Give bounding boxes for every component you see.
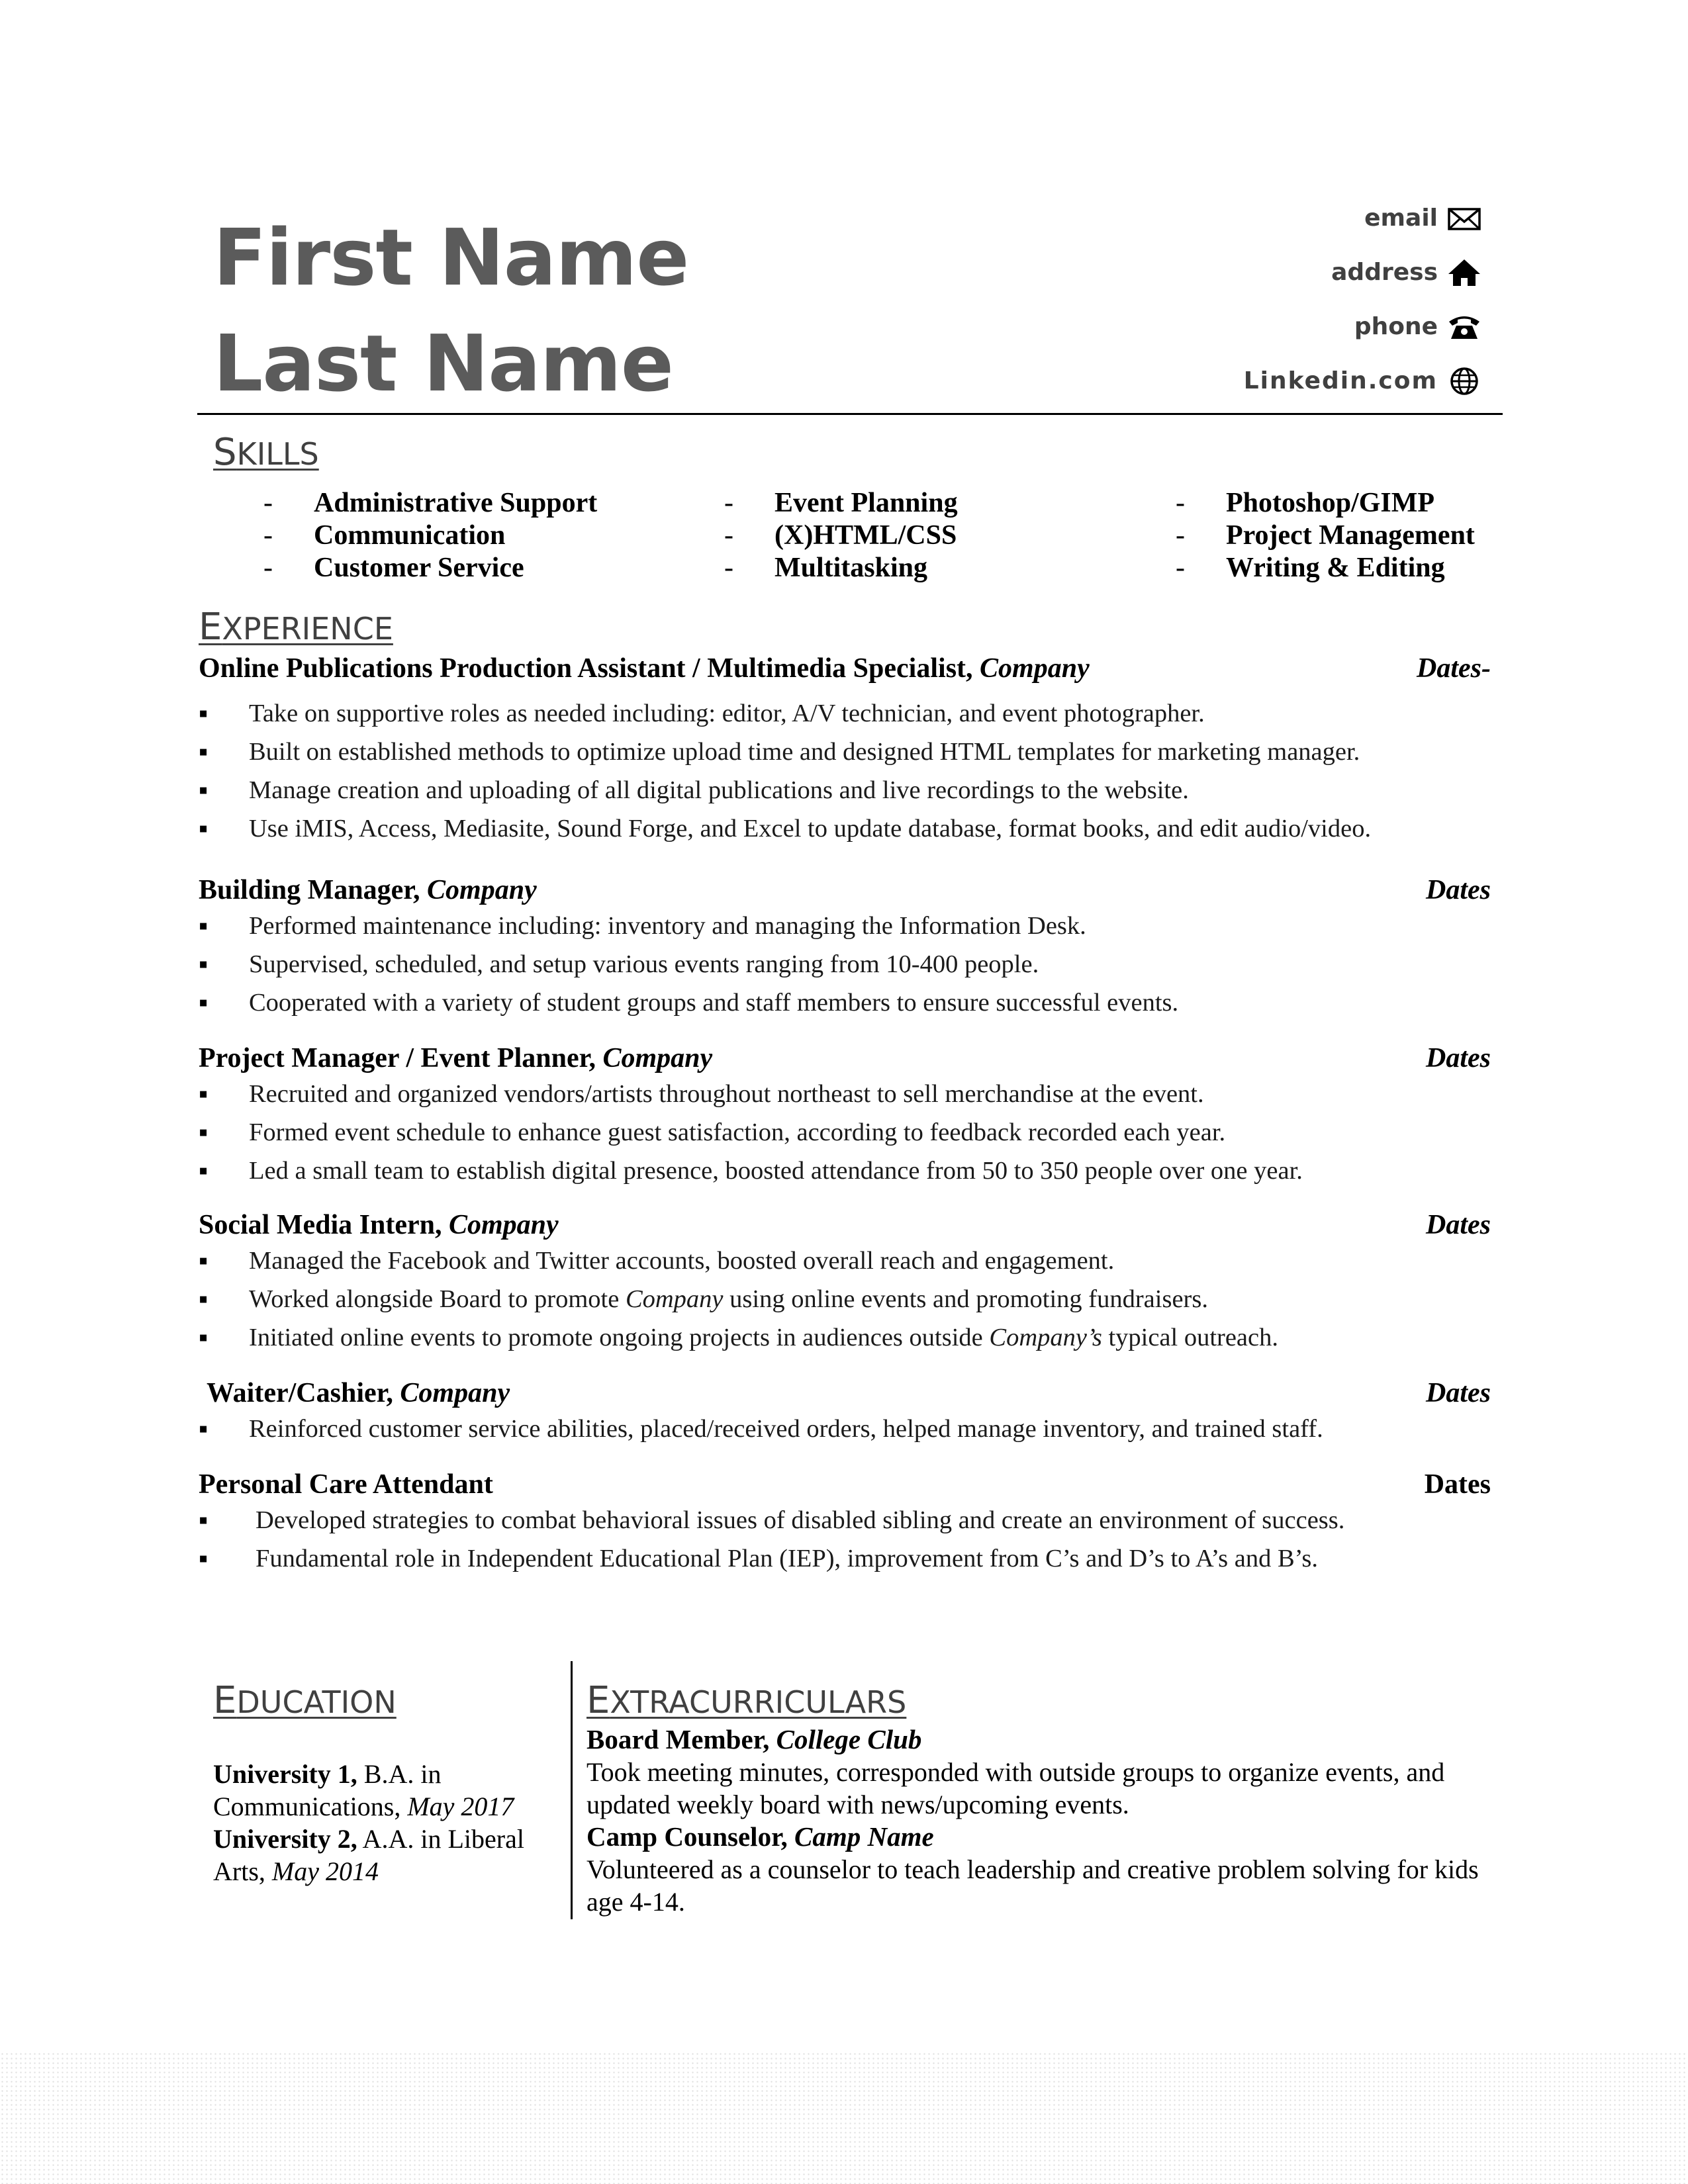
skill-item: - Photoshop/GIMP: [1176, 488, 1435, 518]
job-title: Building Manager,: [199, 875, 420, 905]
job-dates: Dates: [1426, 1378, 1491, 1408]
skill-item: - Multitasking: [724, 553, 928, 583]
job-bullet: ▪ Initiated online events to promote ongoing projects in audiences outside Company’s typical outreach.: [199, 1318, 1496, 1357]
extracurricular-title: Board Member, College Club: [586, 1724, 922, 1754]
envelope-icon: [1447, 204, 1481, 233]
globe-icon: [1447, 367, 1481, 396]
education-entry: University 2, A.A. in Liberal Arts, May 2014: [213, 1824, 524, 1886]
first-name: First Name: [213, 212, 689, 303]
skill-item: - Administrative Support: [263, 488, 598, 518]
job-dates: Dates-: [1417, 653, 1491, 684]
linkedin-label: Linkedin.com: [1243, 367, 1438, 394]
job-title: Project Manager / Event Planner,: [199, 1043, 596, 1073]
contact-email: [1364, 204, 1481, 233]
job-entry: [199, 1468, 1496, 1578]
job-dates: Dates: [1426, 875, 1491, 905]
skill-item: - Event Planning: [724, 488, 958, 518]
job-bullet: ▪ Developed strategies to combat behavioral issues of disabled sibling and create an environment of success.: [199, 1501, 1496, 1539]
job-bullet: ▪ Use iMIS, Access, Mediasite, Sound Forge, and Excel to update database, format books, and edit audio/video.: [199, 809, 1496, 848]
extracurriculars-list: [586, 1723, 1500, 1918]
last-name: Last Name: [213, 318, 673, 409]
skills-column-1: [263, 487, 597, 584]
job-title: Waiter/Cashier,: [207, 1378, 393, 1408]
job-company: Company: [448, 1210, 559, 1240]
job-bullet: ▪ Built on established methods to optimize upload time and designed HTML templates for marketing manager.: [199, 733, 1496, 771]
education-entry: University 1, B.A. in Communications, May 2017: [213, 1759, 514, 1821]
phone-label: phone: [1354, 313, 1438, 340]
job-title-row: [199, 874, 1496, 907]
job-dates: Dates: [1424, 1469, 1491, 1500]
job-bullet: ▪ Manage creation and uploading of all digital publications and live recordings to the website.: [199, 771, 1496, 809]
skill-item: - Customer Service: [263, 553, 524, 583]
address-label: address: [1331, 259, 1438, 286]
telephone-icon: [1447, 312, 1481, 341]
contact-linkedin: [1244, 367, 1481, 396]
job-title-row: [199, 1208, 1496, 1242]
job-entry: [199, 1208, 1496, 1357]
contact-address: [1331, 258, 1481, 287]
background-dot-pattern: [0, 2052, 1688, 2184]
skill-item: - Project Management: [1176, 520, 1475, 551]
skills-column-2: [724, 487, 958, 584]
header-divider: [197, 413, 1503, 415]
job-company: Company: [602, 1043, 713, 1073]
job-company: Company: [980, 653, 1090, 684]
extracurricular-description: Volunteered as a counselor to teach leadership and creative problem solving for kids age 4-14.: [586, 1854, 1479, 1917]
skill-item: - (X)HTML/CSS: [724, 520, 957, 551]
email-label: email: [1364, 205, 1438, 232]
job-bullet: ▪ Led a small team to establish digital presence, boosted attendance from 50 to 350 people over one year.: [199, 1152, 1496, 1190]
extracurricular-description: Took meeting minutes, corresponded with outside groups to organize events, and updated weekly board with news/upcoming events.: [586, 1757, 1445, 1819]
job-dates: Dates: [1426, 1210, 1491, 1240]
job-bullet: ▪ Managed the Facebook and Twitter accounts, boosted overall reach and engagement.: [199, 1242, 1496, 1280]
job-entry: [199, 652, 1496, 848]
job-title-row: [199, 1042, 1496, 1075]
experience-heading: EXPERIENCE: [199, 606, 393, 649]
skills-heading: SKILLS: [213, 431, 319, 474]
education-list: [213, 1758, 557, 1888]
job-bullet: ▪ Take on supportive roles as needed including: editor, A/V technician, and event photographer.: [199, 694, 1496, 733]
job-dates: Dates: [1426, 1043, 1491, 1073]
job-bullet: ▪ Worked alongside Board to promote Company using online events and promoting fundraisers.: [199, 1280, 1496, 1318]
home-icon: [1447, 258, 1481, 287]
job-bullet: ▪ Reinforced customer service abilities, placed/received orders, helped manage inventory, and trained staff.: [199, 1410, 1496, 1448]
job-bullet: ▪ Performed maintenance including: inventory and managing the Information Desk.: [199, 907, 1496, 945]
extracurriculars-heading: EXTRACURRICULARS: [586, 1679, 907, 1722]
extracurricular-title: Camp Counselor, Camp Name: [586, 1821, 934, 1852]
job-title-row: [207, 1377, 1496, 1410]
job-bullet: ▪ Fundamental role in Independent Educational Plan (IEP), improvement from C’s and D’s to A’s and B’s.: [199, 1539, 1496, 1578]
skills-column-3: [1176, 487, 1475, 584]
job-title-row: [199, 652, 1496, 685]
contact-phone: [1354, 312, 1481, 341]
job-entry: [207, 1377, 1496, 1448]
job-title: Social Media Intern,: [199, 1210, 442, 1240]
job-bullet: ▪ Formed event schedule to enhance guest satisfaction, according to feedback recorded each year.: [199, 1113, 1496, 1152]
education-heading: EDUCATION: [213, 1679, 397, 1722]
column-divider: [571, 1661, 573, 1919]
job-entry: [199, 874, 1496, 1022]
job-bullet: ▪ Cooperated with a variety of student groups and staff members to ensure successful events.: [199, 983, 1496, 1022]
job-bullet: ▪ Supervised, scheduled, and setup various events ranging from 10-400 people.: [199, 945, 1496, 983]
job-title: Online Publications Production Assistant / Multimedia Specialist,: [199, 653, 973, 684]
job-title: Personal Care Attendant: [199, 1469, 493, 1500]
job-bullet: ▪ Recruited and organized vendors/artists throughout northeast to sell merchandise at the event.: [199, 1075, 1496, 1113]
skill-item: - Communication: [263, 520, 506, 551]
job-entry: [199, 1042, 1496, 1190]
job-company: Company: [427, 875, 537, 905]
job-title-row: [199, 1468, 1496, 1501]
job-company: Company: [400, 1378, 510, 1408]
skill-item: - Writing & Editing: [1176, 553, 1445, 583]
